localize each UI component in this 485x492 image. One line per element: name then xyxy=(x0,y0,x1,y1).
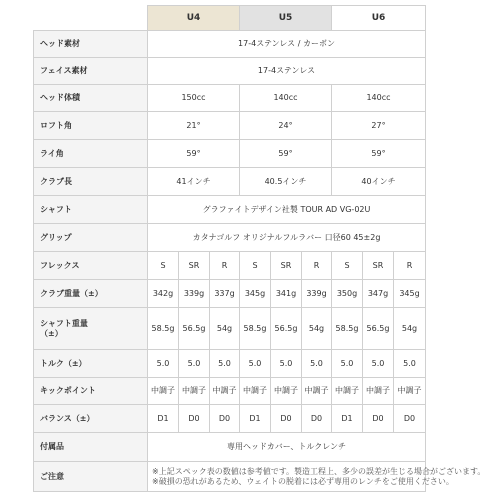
row-label: フレックス xyxy=(34,252,148,280)
club-length-u4: 41インチ xyxy=(148,168,240,196)
row-face-material xyxy=(34,58,426,85)
row-label: フェイス素材 xyxy=(34,58,148,85)
row-label: シャフト xyxy=(34,196,148,224)
torque-cell: 5.0 xyxy=(271,350,302,378)
row-notes xyxy=(34,462,426,492)
model-header-u4: U4 xyxy=(148,6,240,31)
shaft-weight-cell: 58.5g xyxy=(148,308,179,350)
shaft-weight-cell: 54g xyxy=(302,308,332,350)
club-weight-cell: 341g xyxy=(271,280,302,308)
row-label xyxy=(34,308,148,350)
notes-value xyxy=(148,462,485,492)
shaft-weight-cell: 54g xyxy=(394,308,426,350)
kick-point-cell: 中調子 xyxy=(179,378,210,405)
kick-point-cell: 中調子 xyxy=(240,378,271,405)
kick-point-cell: 中調子 xyxy=(394,378,426,405)
head-volume-u4: 150cc xyxy=(148,85,240,112)
row-club-length xyxy=(34,168,426,196)
shaft-weight-cell: 54g xyxy=(210,308,240,350)
club-weight-cell: 339g xyxy=(179,280,210,308)
club-weight-cell: 347g xyxy=(363,280,394,308)
row-lie xyxy=(34,140,426,168)
balance-cell: D0 xyxy=(363,405,394,433)
balance-cell: D1 xyxy=(240,405,271,433)
kick-point-cell: 中調子 xyxy=(271,378,302,405)
row-balance xyxy=(34,405,426,433)
note-line: ※破損の恐れがあるため、ウェイトの脱着には必ず専用のレンチをご使用ください。 xyxy=(152,476,454,486)
torque-cell: 5.0 xyxy=(302,350,332,378)
header-corner xyxy=(34,6,148,31)
kick-point-cell: 中調子 xyxy=(363,378,394,405)
accessories-value: 専用ヘッドカバー、トルクレンチ xyxy=(148,433,426,462)
kick-point-cell: 中調子 xyxy=(332,378,363,405)
lie-u4: 59° xyxy=(148,140,240,168)
row-label: ご注意 xyxy=(34,462,148,492)
kick-point-cell: 中調子 xyxy=(148,378,179,405)
flex-cell: SR xyxy=(271,252,302,280)
balance-cell: D1 xyxy=(332,405,363,433)
balance-cell: D0 xyxy=(394,405,426,433)
shaft-weight-cell: 58.5g xyxy=(240,308,271,350)
lie-u6: 59° xyxy=(332,140,426,168)
face-material-value: 17-4ステンレス xyxy=(148,58,426,85)
model-header-u6: U6 xyxy=(332,6,426,31)
shaft-weight-cell: 58.5g xyxy=(332,308,363,350)
flex-cell: R xyxy=(302,252,332,280)
balance-cell: D0 xyxy=(302,405,332,433)
row-label: トルク（±） xyxy=(34,350,148,378)
head-volume-u5: 140cc xyxy=(240,85,332,112)
row-label-line: （±） xyxy=(40,328,63,338)
row-grip xyxy=(34,224,426,252)
torque-cell: 5.0 xyxy=(363,350,394,378)
club-weight-cell: 342g xyxy=(148,280,179,308)
club-length-u5: 40.5インチ xyxy=(240,168,332,196)
row-label: クラブ長 xyxy=(34,168,148,196)
row-label: ヘッド体積 xyxy=(34,85,148,112)
balance-cell: D0 xyxy=(179,405,210,433)
note-line: ※上記スペック表の数値は参考値です。製造工程上、多少の誤差が生じる場合がございます。 xyxy=(152,466,485,476)
shaft-weight-cell: 56.5g xyxy=(363,308,394,350)
torque-cell: 5.0 xyxy=(148,350,179,378)
kick-point-cell: 中調子 xyxy=(302,378,332,405)
row-shaft xyxy=(34,196,426,224)
balance-cell: D0 xyxy=(210,405,240,433)
head-material-value: 17-4ステンレス / カーボン xyxy=(148,31,426,58)
row-torque xyxy=(34,350,426,378)
loft-u5: 24° xyxy=(240,112,332,140)
spec-table xyxy=(33,5,485,492)
flex-cell: S xyxy=(148,252,179,280)
club-weight-cell: 339g xyxy=(302,280,332,308)
torque-cell: 5.0 xyxy=(394,350,426,378)
grip-value: カタナゴルフ オリジナルフルラバー 口径60 45±2g xyxy=(148,224,426,252)
row-shaft-weight xyxy=(34,308,426,350)
balance-cell: D0 xyxy=(271,405,302,433)
row-label: クラブ重量（±） xyxy=(34,280,148,308)
row-head-volume xyxy=(34,85,426,112)
club-weight-cell: 345g xyxy=(394,280,426,308)
flex-cell: R xyxy=(210,252,240,280)
shaft-weight-cell: 56.5g xyxy=(179,308,210,350)
row-label: ライ角 xyxy=(34,140,148,168)
model-header-u5: U5 xyxy=(240,6,332,31)
club-weight-cell: 345g xyxy=(240,280,271,308)
club-weight-cell: 337g xyxy=(210,280,240,308)
balance-cell: D1 xyxy=(148,405,179,433)
row-label-line: シャフト重量 xyxy=(40,318,88,328)
row-label: ロフト角 xyxy=(34,112,148,140)
club-length-u6: 40インチ xyxy=(332,168,426,196)
row-label: バランス（±） xyxy=(34,405,148,433)
lie-u5: 59° xyxy=(240,140,332,168)
row-kick-point xyxy=(34,378,426,405)
flex-cell: S xyxy=(240,252,271,280)
torque-cell: 5.0 xyxy=(179,350,210,378)
row-label: グリップ xyxy=(34,224,148,252)
row-label: キックポイント xyxy=(34,378,148,405)
row-label: 付属品 xyxy=(34,433,148,462)
kick-point-cell: 中調子 xyxy=(210,378,240,405)
loft-u6: 27° xyxy=(332,112,426,140)
loft-u4: 21° xyxy=(148,112,240,140)
model-header-row xyxy=(34,6,426,31)
row-loft xyxy=(34,112,426,140)
row-head-material xyxy=(34,31,426,58)
club-weight-cell: 350g xyxy=(332,280,363,308)
flex-cell: SR xyxy=(363,252,394,280)
row-label: ヘッド素材 xyxy=(34,31,148,58)
shaft-value: グラファイトデザイン社製 TOUR AD VG-02U xyxy=(148,196,426,224)
shaft-weight-cell: 56.5g xyxy=(271,308,302,350)
torque-cell: 5.0 xyxy=(210,350,240,378)
row-club-weight xyxy=(34,280,426,308)
row-accessories xyxy=(34,433,426,462)
torque-cell: 5.0 xyxy=(332,350,363,378)
torque-cell: 5.0 xyxy=(240,350,271,378)
flex-cell: SR xyxy=(179,252,210,280)
head-volume-u6: 140cc xyxy=(332,85,426,112)
flex-cell: R xyxy=(394,252,426,280)
row-flex xyxy=(34,252,426,280)
flex-cell: S xyxy=(332,252,363,280)
